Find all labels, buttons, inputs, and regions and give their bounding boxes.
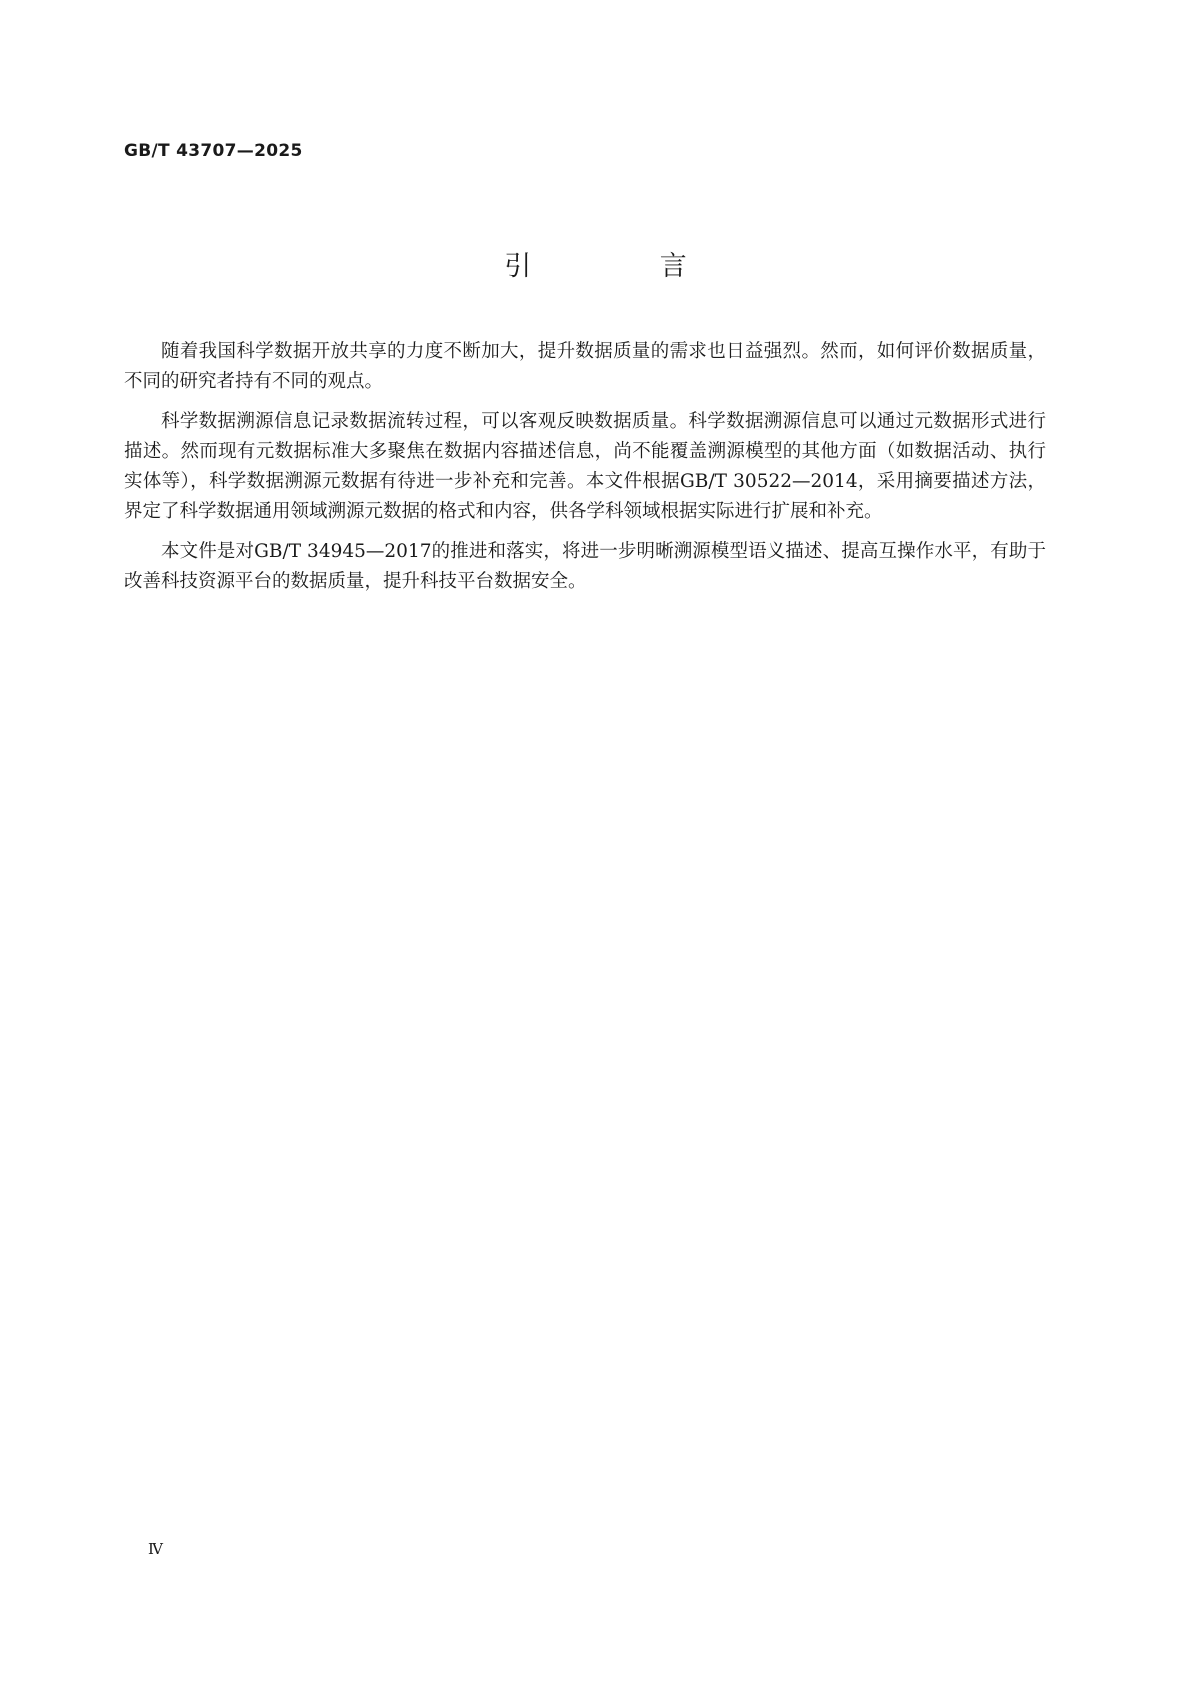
standard-code: GB/T 43707—2025 bbox=[124, 141, 303, 161]
paragraph: 科学数据溯源信息记录数据流转过程，可以客观反映数据质量。科学数据溯源信息可以通过元数据形式进行描述。然而现有元数据标准大多聚焦在数据内容描述信息，尚不能覆盖溯源模型的其他方面（如数据活动、执行实体等），科学数据溯源元数据有待进一步补充和完善。本文件根据GB/T 30522—2014，采用摘要描述方法，界定了科学数据通用领域溯源元数据的格式和内容，供各学科领域根据实际进行扩展和补充。 bbox=[124, 411, 1046, 522]
page-number: Ⅳ bbox=[148, 1540, 163, 1558]
paragraph: 随着我国科学数据开放共享的力度不断加大，提升数据质量的需求也日益强烈。然而，如何评价数据质量，不同的研究者持有不同的观点。 bbox=[124, 341, 1046, 392]
section-title: 引 言 bbox=[504, 251, 747, 282]
paragraph: 本文件是对GB/T 34945—2017的推进和落实，将进一步明晰溯源模型语义描述、提高互操作水平，有助于改善科技资源平台的数据质量，提升科技平台数据安全。 bbox=[124, 541, 1046, 592]
introduction-body bbox=[124, 337, 1046, 607]
